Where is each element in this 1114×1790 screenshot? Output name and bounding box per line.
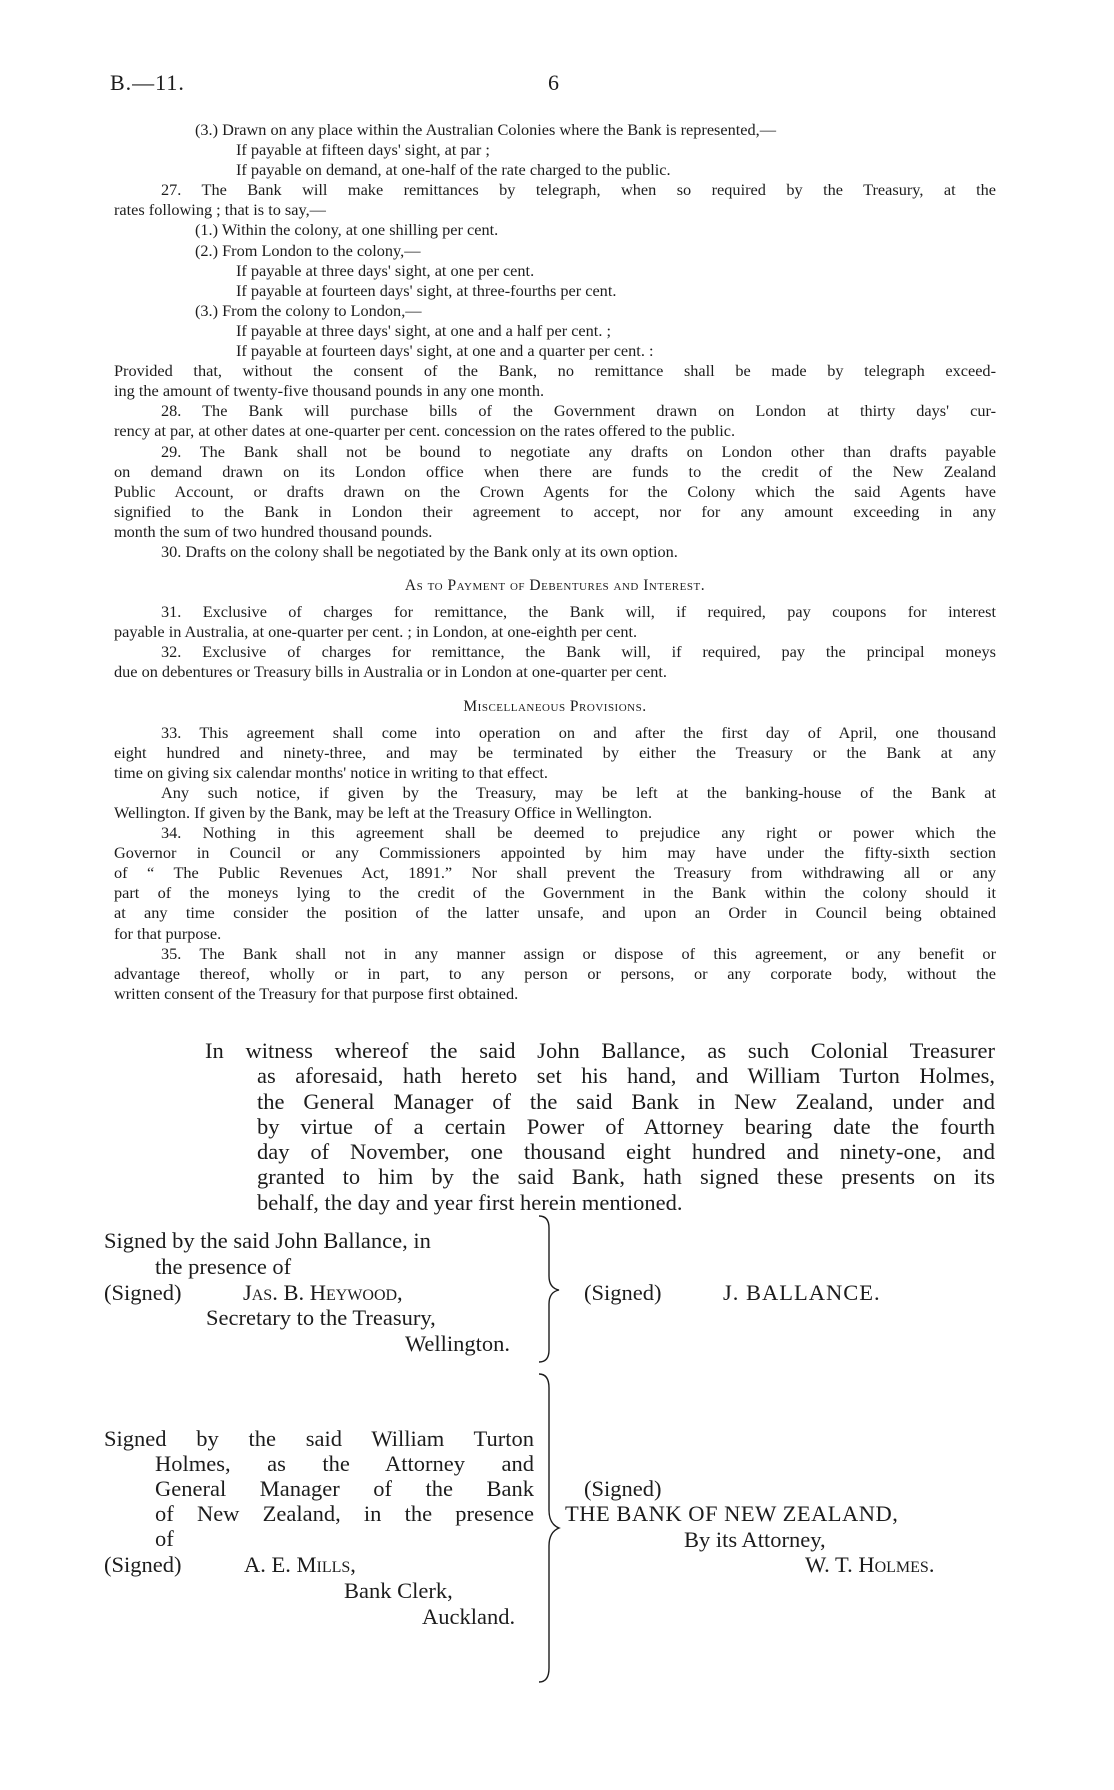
clause-34-line: 34. Nothing in this agreement shall be deemed to prejudice any right or power which the — [161, 823, 996, 843]
section-heading-debentures: As to Payment of Debentures and Interest. — [404, 577, 706, 595]
witness-line: by virtue of a certain Power of Attorney bearing date the fourth — [257, 1113, 995, 1139]
sig2-line-4: of New Zealand, in the presence — [155, 1501, 534, 1526]
sig1-signed-label-right: (Signed) — [584, 1280, 662, 1305]
clause-27-proviso: Provided that, without the consent of the Bank, no remittance shall be made by telegraph exceed- — [114, 361, 996, 381]
clause-34-line: of “ The Public Revenues Act, 1891.” Nor shall prevent the Treasury from withdrawing all or any — [114, 863, 996, 883]
witness-line: behalf, the day and year first herein mentioned. — [257, 1189, 683, 1215]
clause-27-3: (3.) From the colony to London,— — [195, 300, 422, 320]
sig2-witness-place: Auckland. — [422, 1604, 516, 1629]
clause-35-line: written consent of the Treasury for that purpose first obtained. — [114, 983, 519, 1003]
clause-28-line: 28. The Bank will purchase bills of the Government drawn on London at thirty days' cur- — [161, 401, 996, 421]
clause-33-notice-line: Any such notice, if given by the Treasury, may be left at the banking-house of the Bank at — [161, 782, 996, 802]
sig2-brace — [537, 1372, 567, 1684]
clause-35-line: 35. The Bank shall not in any manner assign or dispose of this agreement, or any benefit or — [161, 943, 996, 963]
sig2-attorney-name: W. T. Holmes. — [805, 1552, 935, 1577]
clause-29-line: signified to the Bank in London their agreement to accept, nor for any amount exceeding in any — [114, 501, 996, 521]
sig2-bank-name: THE BANK OF NEW ZEALAND, — [565, 1501, 899, 1526]
clause-34-line: part of the moneys lying to the credit of the Government in the Bank within the colony should it — [114, 883, 996, 903]
witness-line: granted to him by the said Bank, hath signed these presents on its — [257, 1164, 995, 1190]
clause-27-proviso: ing the amount of twenty-five thousand pounds in any one month. — [114, 381, 545, 401]
witness-line: day of November, one thousand eight hundred and ninety-one, and — [257, 1139, 995, 1165]
clause-27-2-a: If payable at three days' sight, at one per cent. — [236, 260, 535, 280]
clause-29-line: on demand drawn on its London office when there are funds to the credit of the New Zealand — [114, 461, 996, 481]
clause-33-line: eight hundred and ninety-three, and may be terminated by either the Treasury or the Bank at any — [114, 742, 996, 762]
sig1-signed-label: (Signed) — [104, 1280, 182, 1305]
document-reference: B.—11. — [110, 70, 185, 95]
sig2-witness-name: A. E. Mills, — [244, 1552, 356, 1577]
clause-29-line: month the sum of two hundred thousand pounds. — [114, 521, 433, 541]
sig2-line-1: Signed by the said William Turton — [104, 1426, 534, 1451]
clause-32-line: due on debentures or Treasury bills in Australia or in London at one-quarter per cent. — [114, 662, 667, 682]
clause-27-2-b: If payable at fourteen days' sight, at three-fourths per cent. — [236, 280, 617, 300]
clause-34-line: Governor in Council or any Commissioners appointed by him may have under the fifty-sixth section — [114, 843, 996, 863]
witness-line: the General Manager of the said Bank in New Zealand, under and — [257, 1088, 995, 1114]
sig1-witness-name: Jas. B. Heywood, — [243, 1280, 403, 1305]
clause-26-3-b: If payable on demand, at one-half of the rate charged to the public. — [236, 160, 671, 180]
sig2-line-5: of — [155, 1526, 174, 1551]
agreement-body — [114, 120, 996, 1004]
section-heading-miscellaneous: Miscellaneous Provisions. — [463, 697, 647, 715]
sig2-line-2: Holmes, as the Attorney and — [155, 1451, 534, 1476]
clause-27-line: 27. The Bank will make remittances by telegraph, when so required by the Treasury, at the — [161, 180, 996, 200]
clause-27-3-b: If payable at fourteen days' sight, at one and a quarter per cent. : — [236, 341, 654, 361]
clause-33-line: time on giving six calendar months' notice in writing to that effect. — [114, 762, 548, 782]
sig2-signed-label-right: (Signed) — [584, 1476, 662, 1501]
sig2-witness-title: Bank Clerk, — [344, 1578, 453, 1603]
sig1-line-1: Signed by the said John Ballance, in — [104, 1228, 431, 1253]
clause-33-line: 33. This agreement shall come into operation on and after the first day of April, one thousand — [161, 722, 996, 742]
sig2-attorney-label: By its Attorney, — [684, 1527, 826, 1552]
witness-line: In witness whereof the said John Ballance, as such Colonial Treasurer — [205, 1038, 995, 1063]
clause-32-line: 32. Exclusive of charges for remittance, the Bank will, if required, pay the principal moneys — [161, 642, 996, 662]
clause-31-line: payable in Australia, at one-quarter per cent. ; in London, at one-eighth per cent. — [114, 622, 638, 642]
clause-30: 30. Drafts on the colony shall be negotiated by the Bank only at its own option. — [161, 541, 678, 561]
clause-29-line: Public Account, or drafts drawn on the Crown Agents for the Colony which the said Agents have — [114, 481, 996, 501]
sig1-brace — [537, 1214, 567, 1364]
clause-33-notice-line: Wellington. If given by the Bank, may be left at the Treasury Office in Wellington. — [114, 803, 653, 822]
sig2-signed-label: (Signed) — [104, 1552, 182, 1577]
witness-clause — [205, 1038, 995, 1215]
clause-27-2: (2.) From London to the colony,— — [195, 240, 421, 260]
sig1-signatory: J. BALLANCE. — [723, 1280, 881, 1305]
clause-27-3-a: If payable at three days' sight, at one and a half per cent. ; — [236, 320, 611, 340]
clause-28-line: rency at par, at other dates at one-quarter per cent. concession on the rates offered to the public. — [114, 421, 736, 441]
clause-31-line: 31. Exclusive of charges for remittance, the Bank will, if required, pay coupons for interest — [161, 602, 996, 622]
clause-27-1: (1.) Within the colony, at one shilling per cent. — [195, 220, 499, 240]
sig2-line-3: General Manager of the Bank — [155, 1476, 534, 1501]
clause-26-3-a: If payable at fifteen days' sight, at par ; — [236, 140, 490, 160]
witness-line: as aforesaid, hath hereto set his hand, and William Turton Holmes, — [257, 1063, 995, 1089]
sig1-line-2: the presence of — [155, 1254, 292, 1279]
sig1-witness-place: Wellington. — [405, 1331, 511, 1356]
clause-35-line: advantage thereof, wholly or in part, to any person or persons, or any corporate body, without the — [114, 963, 996, 983]
page-number: 6 — [548, 70, 559, 95]
sig1-witness-title: Secretary to the Treasury, — [206, 1305, 436, 1330]
clause-34-line: at any time consider the position of the latter unsafe, and upon an Order in Council being obtained — [114, 903, 996, 923]
clause-26-3: (3.) Drawn on any place within the Australian Colonies where the Bank is represented,— — [195, 120, 776, 139]
clause-27-line: rates following ; that is to say,— — [114, 200, 326, 220]
clause-34-line: for that purpose. — [114, 923, 222, 943]
clause-29-line: 29. The Bank shall not be bound to negotiate any drafts on London other than drafts payable — [161, 441, 996, 461]
